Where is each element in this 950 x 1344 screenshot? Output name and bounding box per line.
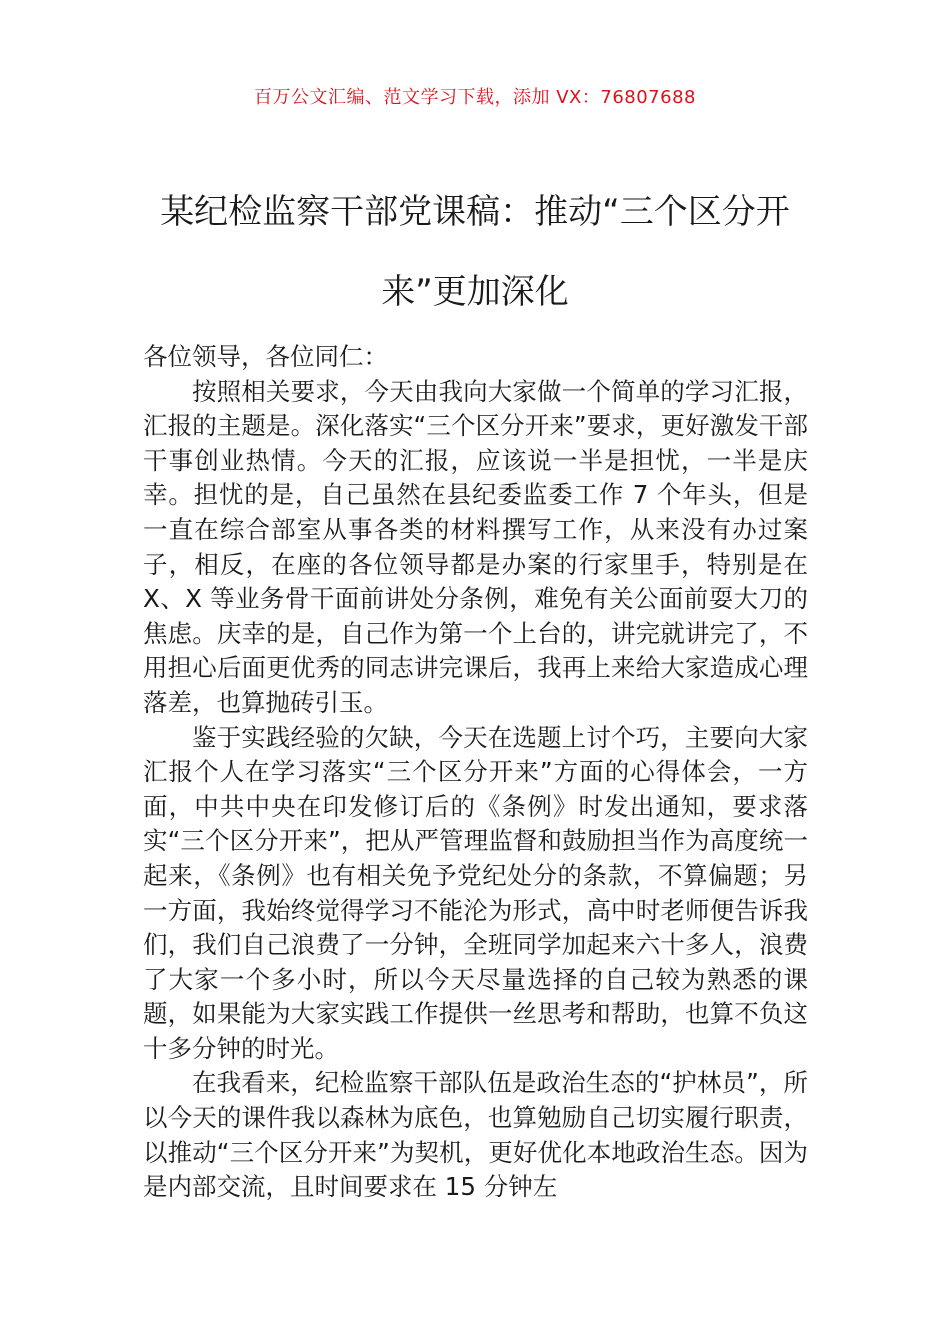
document-body	[143, 340, 808, 1205]
body-paragraph: 鉴于实践经验的欠缺，今天在选题上讨个巧，主要向大家汇报个人在学习落实“三个区分开来”方面的心得体会，一方面，中共中央在印发修订后的《条例》时发出通知，要求落实“三个区分开来”，把从严管理监督和鼓励担当作为高度统一起来，《条例》也有相关免予党纪处分的条款，不算偏题；另一方面，我始终觉得学习不能沦为形式，高中时老师便告诉我们，我们自己浪费了一分钟，全班同学加起来六十多人，浪费了大家一个多小时，所以今天尽量选择的自己较为熟悉的课题，如果能为大家实践工作提供一丝思考和帮助，也算不负这十多分钟的时光。	[143, 722, 808, 1063]
document-title: 某纪检监察干部党课稿：推动“三个区分开来”更加深化	[160, 192, 790, 312]
body-paragraph: 按照相关要求，今天由我向大家做一个简单的学习汇报，汇报的主题是。深化落实“三个区分开来”要求，更好激发干部干事创业热情。今天的汇报，应该说一半是担忧，一半是庆幸。担忧的是，自己虽然在县纪委监委工作 7 个年头，但是一直在综合部室从事各类的材料撰写工作，从来没有办过案子，相反，在座的各位领导都是办案的行家里手，特别是在 X、X 等业务骨干面前讲处分条例，难免有关公面前耍大刀的焦虑。庆幸的是，自己作为第一个上台的，讲完就讲完了，不用担心后面更优秀的同志讲完课后，我再上来给大家造成心理落差，也算抛砖引玉。	[143, 376, 808, 717]
greeting-line: 各位领导，各位同仁：	[143, 342, 388, 371]
body-paragraph: 在我看来，纪检监察干部队伍是政治生态的“护林员”，所以今天的课件我以森林为底色，也算勉励自己切实履行职责，以推动“三个区分开来”为契机，更好优化本地政治生态。因为是内部交流，且时间要求在 15 分钟左	[143, 1068, 808, 1202]
promo-banner: 百万公文汇编、范文学习下载，添加 VX：76807688	[254, 87, 696, 108]
